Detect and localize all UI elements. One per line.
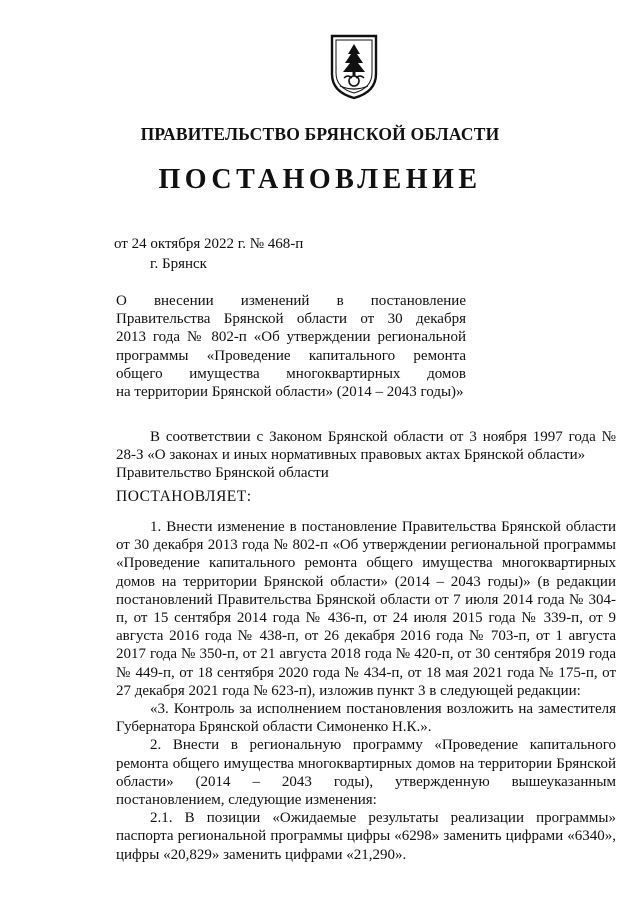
- body-paragraph: 1. Внести изменение в постановление Правительства Брянской области от 30 декабря 2013 года № 802-п «Об утверждении региональной программы «Проведение капитального ремонта общего имущества многоквартирных домов на территории Брянской области» (2014 – 2043 годы)» (в редакции постановлений Правительства Брянской области от 7 июля 2014 года № 304-п, от 15 сентября 2014 года № 436-п, от 24 июля 2015 года № 339-п, от 9 августа 2016 года № 438-п, от 26 декабря 2016 года № 703-п, от 1 августа 2017 года № 350-п, от 21 августа 2018 года № 420-п, от 30 сентября 2019 года № 449-п, от 18 сентября 2020 года № 434-п, от 18 мая 2021 года № 175-п, от 27 декабря 2021 года № 623-п), изложив пункт 3 в следующей редакции:: [116, 519, 616, 699]
- subject-line: 2013 года № 802-п «Об утверждении региональной: [116, 329, 466, 346]
- resolves-heading: ПОСТАНОВЛЯЕТ:: [116, 488, 252, 505]
- body-paragraph: 2. Внести в региональную программу «Проведение капитального ремонта общего имущества многоквартирных домов на территории Брянской области» (2014 – 2043 годы), утвержденную вышеуказанным постановлением, следующие изменения:: [116, 737, 616, 809]
- document-type-title: ПОСТАНОВЛЕНИЕ: [158, 164, 482, 195]
- preamble-government: Правительство Брянской области: [116, 465, 329, 482]
- subject-line: Правительства Брянской области от 30 декабря: [116, 311, 466, 328]
- organization-title: ПРАВИТЕЛЬСТВО БРЯНСКОЙ ОБЛАСТИ: [140, 124, 500, 144]
- body-paragraph: 2.1. В позиции «Ожидаемые результаты реализации программы» паспорта региональной программы цифры «6298» заменить цифрами «6340», цифры «20,829» заменить цифрами «21,290».: [116, 810, 616, 863]
- subject-line: общего имущества многоквартирных домов: [116, 365, 466, 382]
- coat-of-arms-icon: [330, 34, 378, 100]
- document-dateline: от 24 октября 2022 г. № 468-п: [114, 236, 304, 252]
- document-city: г. Брянск: [150, 256, 207, 272]
- subject-line: О внесении изменений в постановление: [116, 293, 466, 309]
- document-subject: [116, 292, 466, 401]
- document-body: [116, 518, 616, 864]
- preamble: [116, 428, 616, 483]
- subject-line: программы «Проведение капитального ремонта: [116, 347, 466, 364]
- body-paragraph: «3. Контроль за исполнением постановления возложить на заместителя Губернатора Брянской области Симоненко Н.К.».: [116, 701, 616, 736]
- subject-line: на территории Брянской области» (2014 – 2043 годы)»: [116, 384, 464, 401]
- preamble-text: В соответствии с Законом Брянской области от 3 ноября 1997 года № 28-З «О законах и иных нормативных правовых актах Брянской области»: [116, 429, 616, 464]
